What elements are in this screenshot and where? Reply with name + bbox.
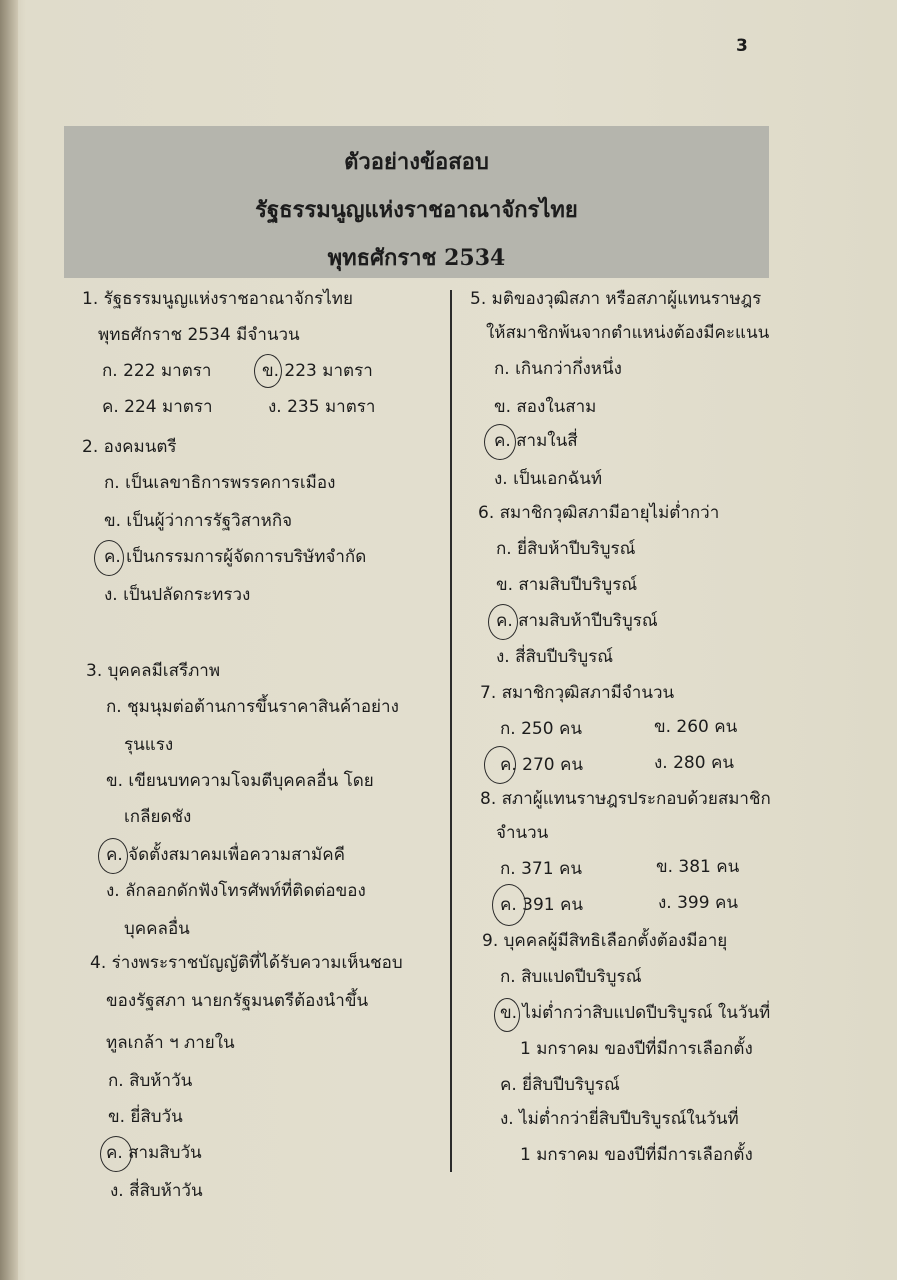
- q6-option-d: ง. สี่สิบปีบริบูรณ์: [496, 647, 614, 667]
- q4-stem-line-3: ทูลเกล้า ฯ ภายใน: [106, 1033, 235, 1053]
- q5-option-b: ข. สองในสาม: [494, 397, 597, 417]
- q8-option-a: ก. 371 คน: [500, 859, 582, 879]
- q4-option-b: ข. ยี่สิบวัน: [108, 1107, 183, 1127]
- q5-option-a: ก. เกินกว่ากึ่งหนึ่ง: [494, 359, 622, 379]
- q5-stem-line-1: 5. มติของวุฒิสภา หรือสภาผู้แทนราษฎร: [470, 289, 762, 309]
- q1-option-b: ข. 223 มาตรา: [262, 361, 373, 381]
- q7-option-b: ข. 260 คน: [654, 717, 738, 737]
- title-line-2: รัฐธรรมนูญแห่งราชอาณาจักรไทย: [255, 197, 578, 223]
- q9-option-a: ก. สิบแปดปีบริบูรณ์: [500, 967, 642, 987]
- q7-option-a: ก. 250 คน: [500, 719, 582, 739]
- q3-option-d-line-2: บุคคลอื่น: [124, 919, 190, 939]
- q1-option-c: ค. 224 มาตรา: [102, 397, 213, 417]
- q9-stem: 9. บุคคลผู้มีสิทธิเลือกตั้งต้องมีอายุ: [482, 931, 728, 951]
- answer-circle-mark: [492, 884, 526, 926]
- q6-option-c: ค. สามสิบห้าปีบริบูรณ์: [496, 611, 658, 631]
- q2-option-b: ข. เป็นผู้ว่าการรัฐวิสาหกิจ: [104, 511, 293, 531]
- answer-circle-mark: [494, 998, 520, 1032]
- answer-circle-mark: [484, 746, 516, 784]
- answer-circle-mark: [98, 838, 128, 874]
- answer-circle-mark: [254, 354, 282, 388]
- title-line-3: พุทธศักราช 2534: [327, 245, 506, 271]
- q6-stem: 6. สมาชิกวุฒิสภามีอายุไม่ต่ำกว่า: [478, 503, 720, 523]
- q9-option-b-line-1: ข. ไม่ต่ำกว่าสิบแปดปีบริบูรณ์ ในวันที่: [500, 1003, 771, 1023]
- q1-option-d: ง. 235 มาตรา: [268, 397, 376, 417]
- answer-circle-mark: [488, 604, 518, 640]
- q6-option-b: ข. สามสิบปีบริบูรณ์: [496, 575, 638, 595]
- q3-stem: 3. บุคคลมีเสรีภาพ: [86, 661, 221, 681]
- q8-option-d: ง. 399 คน: [658, 893, 738, 913]
- q2-option-a: ก. เป็นเลขาธิการพรรคการเมือง: [104, 473, 336, 493]
- q7-option-c: ค. 270 คน: [500, 755, 584, 775]
- q2-stem: 2. องคมนตรี: [82, 437, 177, 457]
- q4-option-a: ก. สิบห้าวัน: [108, 1071, 193, 1091]
- q9-option-b-line-2: 1 มกราคม ของปีที่มีการเลือกตั้ง: [520, 1039, 753, 1059]
- q5-option-d: ง. เป็นเอกฉันท์: [494, 469, 603, 489]
- q4-option-c: ค. สามสิบวัน: [106, 1143, 202, 1163]
- book-spine: [0, 0, 18, 1280]
- q3-option-b-line-2: เกลียดชัง: [124, 807, 192, 827]
- q4-stem-line-2: ของรัฐสภา นายกรัฐมนตรีต้องนำขึ้น: [106, 991, 369, 1011]
- q8-option-c: ค. 391 คน: [500, 895, 584, 915]
- column-divider: [450, 290, 452, 1172]
- q4-option-d: ง. สี่สิบห้าวัน: [110, 1181, 203, 1201]
- title-box: [64, 126, 769, 278]
- q3-option-a-line-1: ก. ชุมนุมต่อต้านการขึ้นราคาสินค้าอย่าง: [106, 697, 399, 717]
- q9-option-d-line-1: ง. ไม่ต่ำกว่ายี่สิบปีบริบูรณ์ในวันที่: [500, 1109, 739, 1129]
- q8-option-b: ข. 381 คน: [656, 857, 740, 877]
- q3-option-a-line-2: รุนแรง: [124, 735, 174, 755]
- q7-stem: 7. สมาชิกวุฒิสภามีจำนวน: [480, 683, 675, 703]
- answer-circle-mark: [484, 424, 516, 460]
- q3-option-d-line-1: ง. ลักลอกดักฟังโทรศัพท์ที่ติดต่อของ: [106, 881, 366, 901]
- q1-stem-line-2: พุทธศักราช 2534 มีจำนวน: [98, 325, 300, 345]
- answer-circle-mark: [94, 540, 124, 576]
- q8-stem-line-2: จำนวน: [496, 823, 549, 843]
- q9-option-d-line-2: 1 มกราคม ของปีที่มีการเลือกตั้ง: [520, 1145, 753, 1165]
- q6-option-a: ก. ยี่สิบห้าปีบริบูรณ์: [496, 539, 636, 559]
- q5-option-c: ค. สามในสี่: [494, 431, 578, 451]
- q2-option-d: ง. เป็นปลัดกระทรวง: [104, 585, 251, 605]
- q5-stem-line-2: ให้สมาชิกพ้นจากตำแหน่งต้องมีคะแนน: [486, 323, 770, 343]
- q4-stem-line-1: 4. ร่างพระราชบัญญัติที่ได้รับความเห็นชอบ: [90, 953, 403, 973]
- q2-option-c: ค. เป็นกรรมการผู้จัดการบริษัทจำกัด: [104, 547, 367, 567]
- q3-option-c: ค. จัดตั้งสมาคมเพื่อความสามัคคี: [106, 845, 345, 865]
- q1-stem-line-1: 1. รัฐธรรมนูญแห่งราชอาณาจักรไทย: [82, 289, 353, 309]
- q3-option-b-line-1: ข. เขียนบทความโจมตีบุคคลอื่น โดย: [106, 771, 374, 791]
- q1-option-a: ก. 222 มาตรา: [102, 361, 212, 381]
- title-line-1: ตัวอย่างข้อสอบ: [344, 149, 489, 175]
- q7-option-d: ง. 280 คน: [654, 753, 734, 773]
- q8-stem-line-1: 8. สภาผู้แทนราษฎรประกอบด้วยสมาชิก: [480, 789, 771, 809]
- page-number: 3: [736, 36, 748, 56]
- answer-circle-mark: [100, 1136, 132, 1172]
- q9-option-c: ค. ยี่สิบปีบริบูรณ์: [500, 1075, 620, 1095]
